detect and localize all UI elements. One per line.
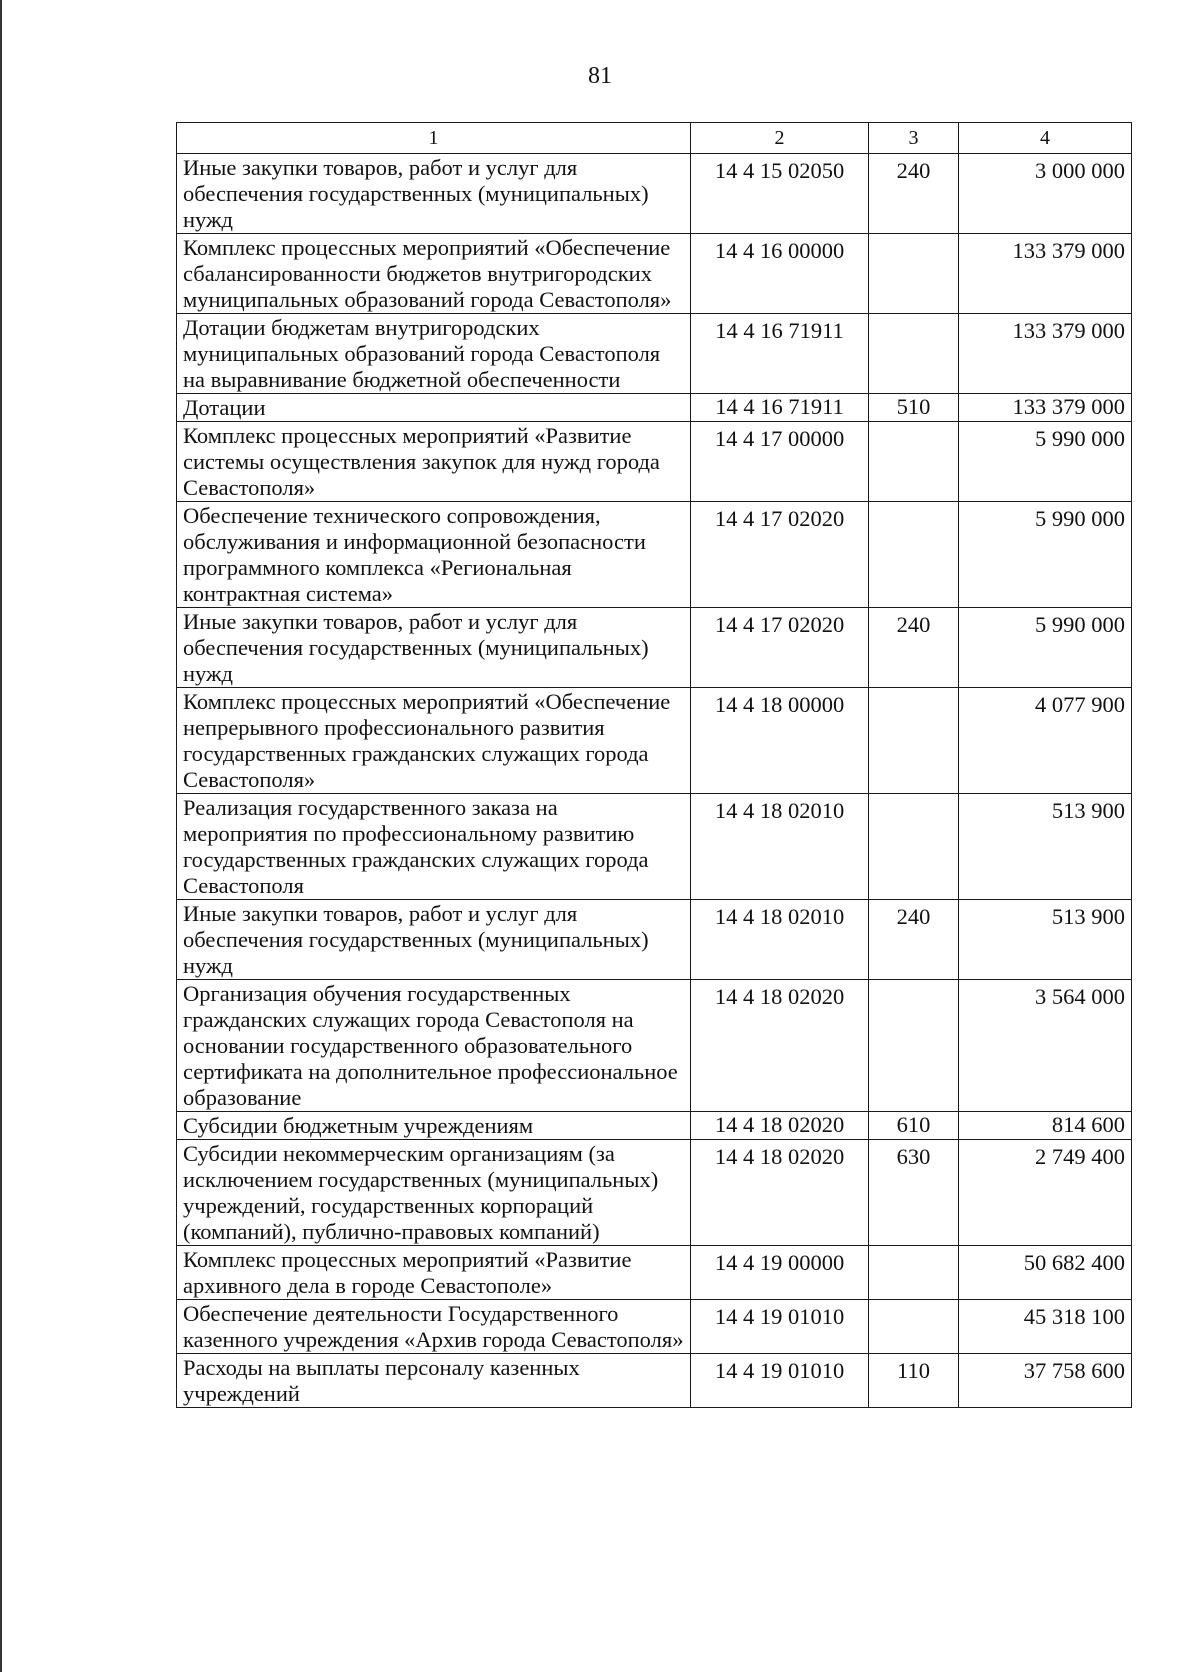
header-col-2: 2: [691, 123, 869, 154]
cell-name: Реализация государственного заказа на мероприятия по профессиональному развитию государственных гражданских служащих города Севастополя: [177, 794, 691, 900]
table-row: [177, 1246, 1132, 1300]
cell-expense-type: [869, 422, 959, 502]
cell-code: 14 4 17 00000: [691, 422, 869, 502]
cell-name: Комплекс процессных мероприятий «Развитие системы осуществления закупок для нужд города Севастополя»: [177, 422, 691, 502]
table-row: [177, 608, 1132, 688]
cell-expense-type: [869, 980, 959, 1112]
cell-sum: 4 077 900: [959, 688, 1132, 794]
cell-sum: 814 600: [959, 1112, 1132, 1140]
table-row: [177, 980, 1132, 1112]
cell-name: Субсидии некоммерческим организациям (за исключением государственных (муниципальных) учреждений, государственных корпораций (компаний), публично-правовых компаний): [177, 1140, 691, 1246]
cell-code: 14 4 18 02020: [691, 1112, 869, 1140]
cell-sum: 133 379 000: [959, 234, 1132, 314]
cell-expense-type: 610: [869, 1112, 959, 1140]
cell-code: 14 4 15 02050: [691, 154, 869, 234]
table-body: [177, 154, 1132, 1408]
cell-expense-type: 240: [869, 154, 959, 234]
cell-sum: 2 749 400: [959, 1140, 1132, 1246]
table-row: [177, 900, 1132, 980]
cell-code: 14 4 18 00000: [691, 688, 869, 794]
cell-name: Иные закупки товаров, работ и услуг для обеспечения государственных (муниципальных) нужд: [177, 900, 691, 980]
cell-expense-type: [869, 688, 959, 794]
cell-expense-type: 110: [869, 1354, 959, 1408]
cell-code: 14 4 18 02020: [691, 1140, 869, 1246]
cell-expense-type: 240: [869, 608, 959, 688]
cell-expense-type: 630: [869, 1140, 959, 1246]
cell-code: 14 4 19 01010: [691, 1300, 869, 1354]
cell-sum: 37 758 600: [959, 1354, 1132, 1408]
table-row: [177, 1140, 1132, 1246]
page-number: 81: [588, 63, 612, 89]
table-row: [177, 422, 1132, 502]
cell-name: Комплекс процессных мероприятий «Обеспечение непрерывного профессионального развития государственных гражданских служащих города Севастополя»: [177, 688, 691, 794]
cell-name: Расходы на выплаты персоналу казенных учреждений: [177, 1354, 691, 1408]
cell-sum: 5 990 000: [959, 608, 1132, 688]
cell-name: Организация обучения государственных гражданских служащих города Севастополя на основании государственного образовательного сертификата на дополнительное профессиональное образование: [177, 980, 691, 1112]
table-row: [177, 1112, 1132, 1140]
cell-sum: 133 379 000: [959, 314, 1132, 394]
header-col-3: 3: [869, 123, 959, 154]
cell-sum: 45 318 100: [959, 1300, 1132, 1354]
table-row: [177, 154, 1132, 234]
cell-name: Комплекс процессных мероприятий «Обеспечение сбалансированности бюджетов внутригородских муниципальных образований города Севастополя»: [177, 234, 691, 314]
cell-expense-type: [869, 794, 959, 900]
cell-code: 14 4 17 02020: [691, 608, 869, 688]
cell-sum: 3 564 000: [959, 980, 1132, 1112]
cell-expense-type: [869, 502, 959, 608]
cell-code: 14 4 16 00000: [691, 234, 869, 314]
cell-code: 14 4 16 71911: [691, 394, 869, 422]
header-col-4: 4: [959, 123, 1132, 154]
cell-expense-type: [869, 234, 959, 314]
cell-sum: 513 900: [959, 794, 1132, 900]
cell-sum: 5 990 000: [959, 422, 1132, 502]
cell-sum: 3 000 000: [959, 154, 1132, 234]
cell-expense-type: 240: [869, 900, 959, 980]
cell-name: Комплекс процессных мероприятий «Развитие архивного дела в городе Севастополе»: [177, 1246, 691, 1300]
cell-sum: 50 682 400: [959, 1246, 1132, 1300]
table-row: [177, 794, 1132, 900]
cell-name: Дотации: [177, 394, 691, 422]
cell-code: 14 4 18 02010: [691, 794, 869, 900]
cell-code: 14 4 19 00000: [691, 1246, 869, 1300]
table-row: [177, 502, 1132, 608]
table-row: [177, 314, 1132, 394]
cell-code: 14 4 16 71911: [691, 314, 869, 394]
budget-table: [176, 122, 1132, 1408]
cell-expense-type: [869, 1246, 959, 1300]
cell-name: Иные закупки товаров, работ и услуг для обеспечения государственных (муниципальных) нужд: [177, 608, 691, 688]
cell-sum: 133 379 000: [959, 394, 1132, 422]
table-row: [177, 688, 1132, 794]
table-header-row: [177, 123, 1132, 154]
cell-code: 14 4 18 02010: [691, 900, 869, 980]
table-row: [177, 1300, 1132, 1354]
cell-name: Иные закупки товаров, работ и услуг для обеспечения государственных (муниципальных) нужд: [177, 154, 691, 234]
cell-sum: 513 900: [959, 900, 1132, 980]
scan-edge-line: [0, 0, 2, 1672]
header-col-1: 1: [177, 123, 691, 154]
cell-expense-type: [869, 314, 959, 394]
cell-code: 14 4 19 01010: [691, 1354, 869, 1408]
cell-expense-type: 510: [869, 394, 959, 422]
cell-name: Субсидии бюджетным учреждениям: [177, 1112, 691, 1140]
cell-code: 14 4 18 02020: [691, 980, 869, 1112]
cell-name: Обеспечение деятельности Государственного казенного учреждения «Архив города Севастополя»: [177, 1300, 691, 1354]
cell-name: Обеспечение технического сопровождения, обслуживания и информационной безопасности программного комплекса «Региональная контрактная система»: [177, 502, 691, 608]
table-row: [177, 234, 1132, 314]
table-row: [177, 394, 1132, 422]
cell-expense-type: [869, 1300, 959, 1354]
cell-name: Дотации бюджетам внутригородских муниципальных образований города Севастополя на выравнивание бюджетной обеспеченности: [177, 314, 691, 394]
cell-sum: 5 990 000: [959, 502, 1132, 608]
table-row: [177, 1354, 1132, 1408]
cell-code: 14 4 17 02020: [691, 502, 869, 608]
